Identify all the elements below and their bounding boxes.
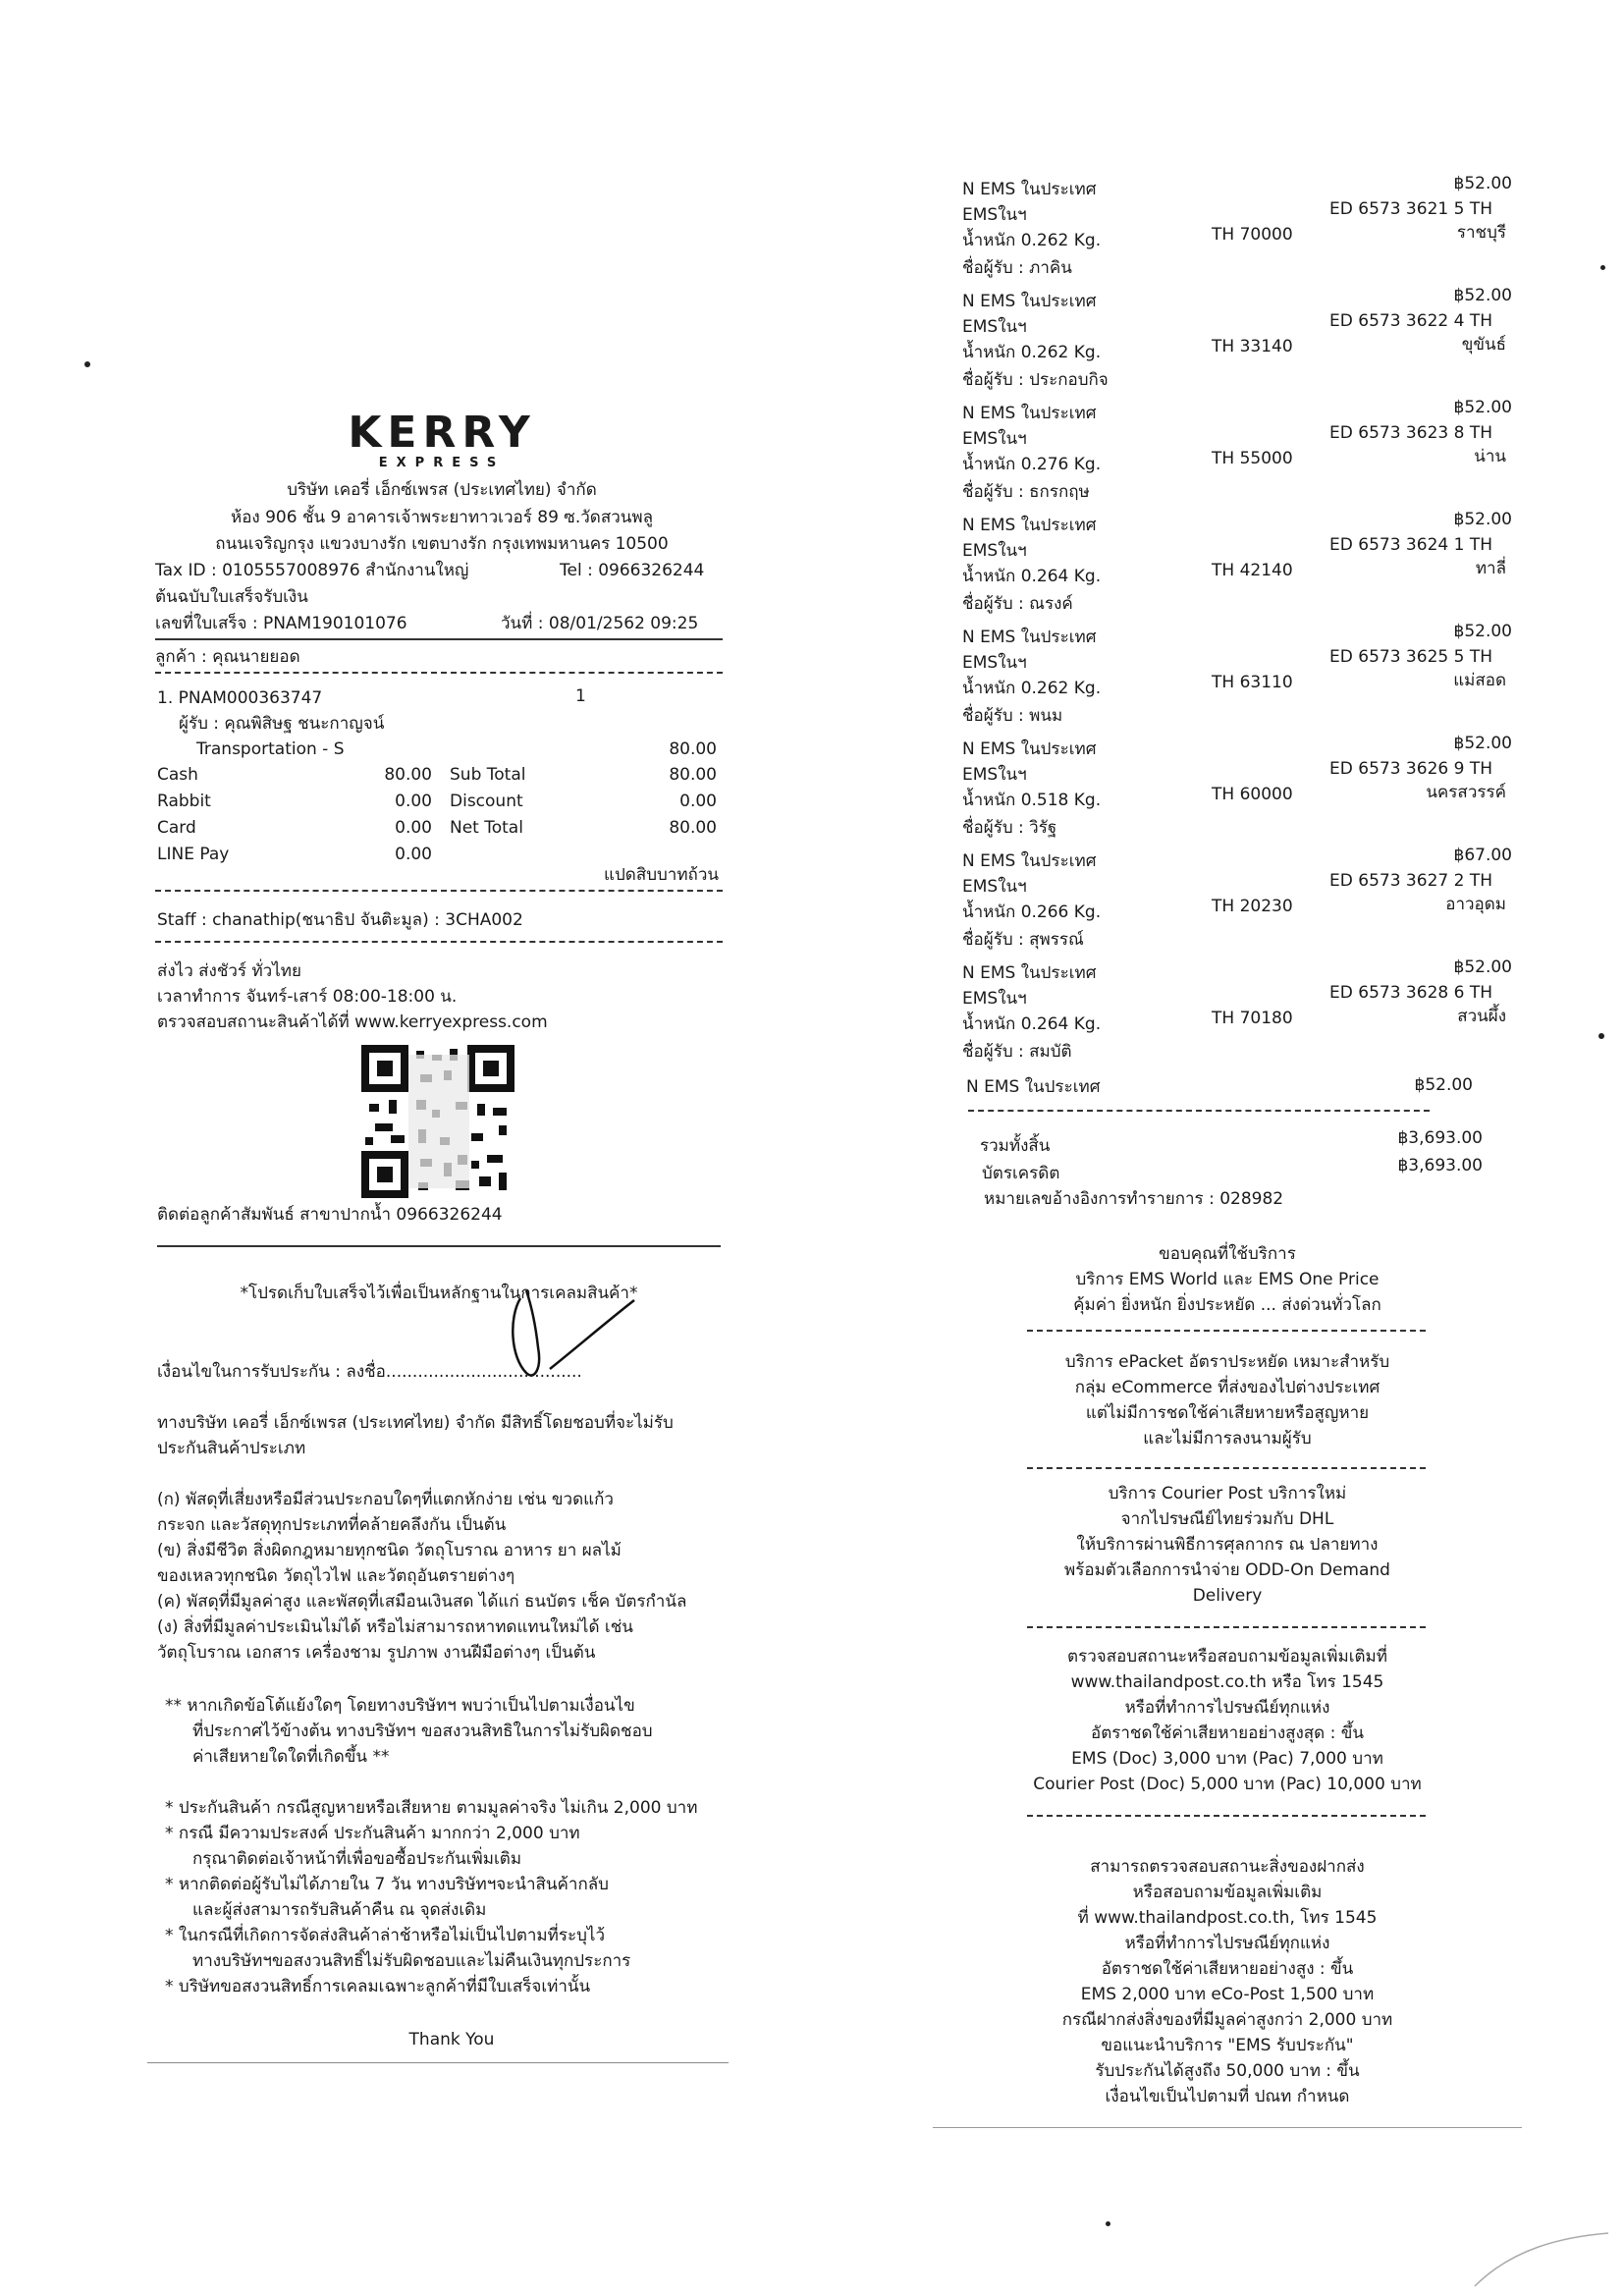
shipment-service: N EMS ในประเทศ: [962, 963, 1097, 983]
tracking-number: ED 6573 3625 5 TH: [1329, 647, 1492, 667]
courier-line: จากไปรษณีย์ไทยร่วมกับ DHL: [1120, 1509, 1334, 1529]
stray-mark: [1106, 2221, 1110, 2226]
shipment-recipient: ชื่อผู้รับ : พนม: [962, 706, 1063, 726]
service-amount: 80.00: [669, 739, 717, 759]
footer-line: รับประกันได้สูงถึง 50,000 บาท : ขึ้น: [1095, 2061, 1360, 2081]
tracking-website: ตรวจสอบสถานะสินค้าได้ที่ www.kerryexpress.com: [157, 1012, 548, 1032]
tax-id: Tax ID : 0105557008976 สำนักงานใหญ่: [155, 561, 469, 580]
total-value: ฿3,693.00: [1397, 1128, 1483, 1148]
shipment-price: ฿52.00: [1453, 734, 1512, 753]
policy-line: * ประกันสินค้า กรณีสูญหายหรือเสียหาย ตามมูลค่าจริง ไม่เกิน 2,000 บาท: [165, 1798, 698, 1818]
shipment-item: [962, 510, 1512, 627]
shipment-type: EMSในฯ: [962, 989, 1027, 1009]
divider: [1027, 1626, 1426, 1628]
last-item-service: N EMS ในประเทศ: [966, 1077, 1101, 1097]
tracking-number: ED 6573 3623 8 TH: [1329, 423, 1492, 443]
condition-line: วัตถุโบราณ เอกสาร เครื่องชาม รูปภาพ งานฝีมือต่างๆ เป็นต้น: [157, 1643, 596, 1663]
logo-text: KERRY: [348, 408, 536, 458]
condition-line: (ง) สิ่งที่มีมูลค่าประเมินไม่ได้ หรือไม่สามารถหาทดแทนใหม่ได้ เช่น: [157, 1617, 633, 1637]
address-line-1: ห้อง 906 ชั้น 9 อาคารเจ้าพระยาทาวเวอร์ 89 ซ.วัดสวนพลู: [231, 508, 653, 527]
divider: [157, 1245, 721, 1247]
total-value: 80.00: [669, 818, 717, 838]
shipment-recipient: ชื่อผู้รับ : ณรงค์: [962, 594, 1073, 614]
destination-province: นครสวรรค์: [1426, 783, 1506, 802]
payment-value: 0.00: [395, 818, 432, 838]
destination-postcode: TH 33140: [1212, 337, 1293, 356]
shipment-item: [962, 622, 1512, 738]
policy-line: * ในกรณีที่เกิดการจัดส่งสินค้าล่าช้าหรือไม่เป็นไปตามที่ระบุไว้: [165, 1926, 605, 1945]
epacket-line: แต่ไม่มีการชดใช้ค่าเสียหายหรือสูญหาย: [1085, 1403, 1370, 1423]
staff-info: Staff : chanathip(ชนาธิป จันติะมูล) : 3CHA002: [157, 910, 523, 930]
receipt-edge: [147, 2062, 729, 2063]
receipt-date: วันที่ : 08/01/2562 09:25: [501, 614, 699, 633]
thanks-line: คุ้มค่า ยิ่งหนัก ยิ่งประหยัด ... ส่งด่วนทั่วโลก: [1073, 1295, 1381, 1315]
payment-label: Cash: [157, 765, 198, 785]
shipment-weight: น้ำหนัก 0.518 Kg.: [962, 791, 1102, 810]
policy-line: และผู้ส่งสามารถรับสินค้าคืน ณ จุดส่งเดิม: [192, 1900, 487, 1920]
shipment-service: N EMS ในประเทศ: [962, 292, 1097, 311]
payment-value: 80.00: [384, 765, 432, 785]
policy-line: ทางบริษัทฯขอสงวนสิทธิ์ไม่รับผิดชอบและไม่คืนเงินทุกประการ: [192, 1951, 631, 1971]
stray-mark: [84, 361, 90, 367]
check-line: Courier Post (Doc) 5,000 บาท (Pac) 10,000 บาท: [1033, 1775, 1422, 1794]
shipment-item: [962, 957, 1512, 1074]
shipment-price: ฿52.00: [1453, 510, 1512, 529]
shipment-type: EMSในฯ: [962, 429, 1027, 449]
tracking-number: ED 6573 3621 5 TH: [1329, 199, 1492, 219]
payment-label: LINE Pay: [157, 845, 230, 864]
credit-card-value: ฿3,693.00: [1397, 1156, 1483, 1175]
policy-line: กรุณาติดต่อเจ้าหน้าที่เพื่อขอซื้อประกันเพิ่มเติม: [192, 1849, 522, 1869]
destination-province: อาวอุดม: [1445, 895, 1506, 914]
courier-line: ให้บริการผ่านพิธีการศุลกากร ณ ปลายทาง: [1076, 1535, 1379, 1555]
insurance-sign-line: เงื่อนไขในการรับประกัน : ลงชื่อ.....................................: [157, 1362, 582, 1382]
thanks-line: ขอบคุณที่ใช้บริการ: [1159, 1244, 1296, 1264]
dispute-line: ค่าเสียหายใดใดที่เกิดขึ้น **: [192, 1747, 390, 1767]
company-name: บริษัท เคอรี่ เอ็กซ์เพรส (ประเทศไทย) จำกัด: [287, 480, 597, 500]
shipment-type: EMSในฯ: [962, 877, 1027, 897]
shipment-weight: น้ำหนัก 0.262 Kg.: [962, 343, 1102, 362]
total-value: 0.00: [679, 792, 717, 811]
destination-province: แม่สอด: [1453, 671, 1506, 690]
kerry-logo: [324, 410, 560, 471]
reference-number: หมายเลขอ้างอิงการทำรายการ : 028982: [984, 1189, 1284, 1209]
destination-postcode: TH 60000: [1212, 785, 1293, 804]
condition-line: (ค) พัสดุที่มีมูลค่าสูง และพัสดุที่เสมือนเงินสด ได้แก่ ธนบัตร เช็ค บัตรกำนัล: [157, 1592, 687, 1612]
disclaimer-line-1: ทางบริษัท เคอรี่ เอ็กซ์เพรส (ประเทศไทย) จำกัด มีสิทธิ์โดยชอบที่จะไม่รับ: [157, 1413, 674, 1433]
tracking-number: ED 6573 3628 6 TH: [1329, 983, 1492, 1003]
payment-value: 0.00: [395, 792, 432, 811]
shipment-type: EMSในฯ: [962, 653, 1027, 673]
destination-province: น่าน: [1474, 447, 1506, 466]
epacket-line: บริการ ePacket อัตราประหยัด เหมาะสำหรับ: [1064, 1352, 1390, 1372]
destination-postcode: TH 63110: [1212, 673, 1293, 692]
tracking-number: ED 6573 3622 4 TH: [1329, 311, 1492, 331]
shipment-type: EMSในฯ: [962, 765, 1027, 785]
total-label: รวมทั้งสิ้น: [980, 1136, 1051, 1156]
total-label: Net Total: [450, 818, 523, 838]
footer-line: หรือที่ทำการไปรษณีย์ทุกแห่ง: [1124, 1934, 1330, 1953]
destination-postcode: TH 70000: [1212, 225, 1293, 245]
credit-card-label: บัตรเครดิต: [982, 1164, 1060, 1183]
divider: [1027, 1815, 1426, 1817]
destination-postcode: TH 42140: [1212, 561, 1293, 580]
customer-contact: ติดต่อลูกค้าสัมพันธ์ สาขาปากน้ำ 0966326244: [157, 1205, 503, 1225]
slogan: ส่งไว ส่งชัวร์ ทั่วไทย: [157, 961, 301, 981]
footer-line: กรณีฝากส่งสิ่งของที่มีมูลค่าสูงกว่า 2,000 บาท: [1061, 2010, 1393, 2030]
kerry-receipt: [0, 0, 785, 2296]
shipment-type: EMSในฯ: [962, 317, 1027, 337]
condition-line: ของเหลวทุกชนิด วัตถุไวไฟ และวัตถุอันตรายต่างๆ: [157, 1566, 515, 1586]
courier-line: บริการ Courier Post บริการใหม่: [1108, 1484, 1347, 1503]
policy-line: * กรณี มีความประสงค์ ประกันสินค้า มากกว่า 2,000 บาท: [165, 1824, 580, 1843]
shipment-price: ฿52.00: [1453, 957, 1512, 977]
check-line: หรือที่ทำการไปรษณีย์ทุกแห่ง: [1124, 1698, 1330, 1718]
shipment-service: N EMS ในประเทศ: [962, 851, 1097, 871]
shipment-price: ฿52.00: [1453, 622, 1512, 641]
total-value: 80.00: [669, 765, 717, 785]
footer-line: ที่ www.thailandpost.co.th, โทร 1545: [1077, 1908, 1378, 1928]
scan-artifact-curve: [1473, 2229, 1610, 2288]
amount-in-words: แปดสิบบาทถ้วน: [604, 865, 719, 885]
shipment-weight: น้ำหนัก 0.276 Kg.: [962, 455, 1102, 474]
divider: [155, 672, 723, 674]
shipment-item: [962, 398, 1512, 515]
shipment-recipient: ชื่อผู้รับ : สุพรรณ์: [962, 930, 1084, 950]
courier-line: พร้อมตัวเลือกการนำจ่าย ODD-On Demand: [1064, 1560, 1390, 1580]
dispute-line: ** หากเกิดข้อโต้แย้งใดๆ โดยทางบริษัทฯ พบว่าเป็นไปตามเงื่อนไข: [165, 1696, 635, 1716]
destination-province: ขุขันธ์: [1461, 335, 1506, 355]
destination-province: สวนผึ้ง: [1457, 1007, 1506, 1026]
footer-line: เงื่อนไขเป็นไปตามที่ ปณท กำหนด: [1105, 2087, 1350, 2106]
destination-postcode: TH 20230: [1212, 897, 1293, 916]
shipment-item: [962, 734, 1512, 850]
payment-value: 0.00: [395, 845, 432, 864]
shipment-type: EMSในฯ: [962, 541, 1027, 561]
destination-province: ราชบุรี: [1456, 223, 1506, 243]
shipment-service: N EMS ในประเทศ: [962, 180, 1097, 199]
business-hours: เวลาทำการ จันทร์-เสาร์ 08:00-18:00 น.: [157, 987, 458, 1007]
shipment-item: [962, 174, 1512, 291]
qr-code: [361, 1045, 514, 1198]
dispute-line: ที่ประกาศไว้ข้างต้น ทางบริษัทฯ ขอสงวนสิทธิในการไม่รับผิดชอบ: [192, 1722, 653, 1741]
destination-postcode: TH 70180: [1212, 1009, 1293, 1028]
destination-postcode: TH 55000: [1212, 449, 1293, 468]
shipment-item: [962, 286, 1512, 403]
condition-line: กระจก และวัสดุทุกประเภทที่คล้ายคลึงกัน เป็นต้น: [157, 1515, 507, 1535]
shipment-service: N EMS ในประเทศ: [962, 739, 1097, 759]
thank-you: Thank You: [408, 2030, 495, 2050]
destination-province: ทาลี่: [1475, 559, 1506, 578]
disclaimer-line-2: ประกันสินค้าประเภท: [157, 1439, 306, 1458]
logo-subtext: EXPRESS: [378, 456, 506, 470]
item-recipient: ผู้รับ : คุณพิสิษฐ ชนะกาญจน์: [179, 714, 385, 734]
thailand-post-receipt: [923, 0, 1610, 2296]
courier-line: Delivery: [1192, 1586, 1263, 1606]
policy-line: * บริษัทขอสงวนสิทธิ์การเคลมเฉพาะลูกค้าที่มีใบเสร็จเท่านั้น: [165, 1977, 591, 1996]
check-line: EMS (Doc) 3,000 บาท (Pac) 7,000 บาท: [1071, 1749, 1383, 1769]
last-item-price: ฿52.00: [1414, 1075, 1473, 1095]
condition-line: (ข) สิ่งมีชีวิต สิ่งผิดกฎหมายทุกชนิด วัตถุโบราณ อาหาร ยา ผลไม้: [157, 1541, 622, 1560]
shipment-service: N EMS ในประเทศ: [962, 516, 1097, 535]
shipment-item: [962, 846, 1512, 962]
shipment-service: N EMS ในประเทศ: [962, 404, 1097, 423]
condition-line: (ก) พัสดุที่เสี่ยงหรือมีส่วนประกอบใดๆที่แตกหักง่าย เช่น ขวดแก้ว: [157, 1490, 614, 1509]
check-line: ตรวจสอบสถานะหรือสอบถามข้อมูลเพิ่มเติมที่: [1067, 1647, 1387, 1667]
divider: [968, 1110, 1430, 1112]
telephone: Tel : 0966326244: [560, 561, 705, 580]
receipt-number: เลขที่ใบเสร็จ : PNAM190101076: [155, 614, 407, 633]
shipment-recipient: ชื่อผู้รับ : ภาคิน: [962, 258, 1072, 278]
footer-line: ขอแนะนำบริการ "EMS รับประกัน": [1101, 2036, 1354, 2055]
item-quantity: 1: [575, 686, 586, 706]
shipment-type: EMSในฯ: [962, 205, 1027, 225]
address-line-2: ถนนเจริญกรุง แขวงบางรัก เขตบางรัก กรุงเทพมหานคร 10500: [215, 534, 669, 554]
thanks-line: บริการ EMS World และ EMS One Price: [1075, 1270, 1380, 1289]
shipment-price: ฿52.00: [1453, 398, 1512, 417]
tracking-number: ED 6573 3626 9 TH: [1329, 759, 1492, 779]
shipment-weight: น้ำหนัก 0.264 Kg.: [962, 1014, 1102, 1034]
shipment-price: ฿52.00: [1453, 174, 1512, 193]
shipment-price: ฿52.00: [1453, 286, 1512, 305]
payment-label: Rabbit: [157, 792, 211, 811]
shipment-recipient: ชื่อผู้รับ : สมบัติ: [962, 1042, 1072, 1062]
customer-name: ลูกค้า : คุณนายยอด: [155, 647, 300, 667]
check-line: www.thailandpost.co.th หรือ โทร 1545: [1070, 1672, 1384, 1692]
shipment-weight: น้ำหนัก 0.266 Kg.: [962, 902, 1102, 922]
divider: [155, 638, 723, 640]
shipment-price: ฿67.00: [1453, 846, 1512, 865]
stray-mark: [1598, 1033, 1604, 1039]
payment-label: Card: [157, 818, 196, 838]
check-line: อัตราชดใช้ค่าเสียหายอย่างสูงสุด : ขึ้น: [1090, 1723, 1364, 1743]
shipment-recipient: ชื่อผู้รับ : วิรัฐ: [962, 818, 1057, 838]
divider: [155, 941, 723, 943]
footer-line: สามารถตรวจสอบสถานะสิ่งของฝากส่ง: [1090, 1857, 1365, 1877]
divider: [1027, 1467, 1426, 1469]
tracking-number: ED 6573 3627 2 TH: [1329, 871, 1492, 891]
receipt-original-label: ต้นฉบับใบเสร็จรับเงิน: [155, 587, 308, 607]
service-name: Transportation - S: [196, 739, 345, 759]
item-number: 1. PNAM000363747: [157, 688, 323, 708]
divider: [1027, 1330, 1426, 1332]
footer-line: หรือสอบถามข้อมูลเพิ่มเติม: [1132, 1883, 1323, 1902]
shipment-weight: น้ำหนัก 0.262 Kg.: [962, 231, 1102, 250]
footer-line: EMS 2,000 บาท eCo-Post 1,500 บาท: [1080, 1985, 1375, 2004]
epacket-line: และไม่มีการลงนามผู้รับ: [1143, 1429, 1312, 1449]
stray-mark: [1600, 265, 1605, 270]
receipt-edge: [933, 2127, 1522, 2128]
epacket-line: กลุ่ม eCommerce ที่ส่งของไปต่างประเทศ: [1074, 1378, 1380, 1397]
shipment-weight: น้ำหนัก 0.262 Kg.: [962, 679, 1102, 698]
footer-line: อัตราชดใช้ค่าเสียหายอย่างสูง : ขึ้น: [1101, 1959, 1354, 1979]
shipment-service: N EMS ในประเทศ: [962, 628, 1097, 647]
policy-line: * หากติดต่อผู้รับไม่ได้ภายใน 7 วัน ทางบริษัทฯจะนำสินค้ากลับ: [165, 1875, 609, 1894]
tracking-number: ED 6573 3624 1 TH: [1329, 535, 1492, 555]
shipment-recipient: ชื่อผู้รับ : ประกอบกิจ: [962, 370, 1109, 390]
divider: [155, 890, 723, 892]
total-label: Discount: [450, 792, 523, 811]
shipment-recipient: ชื่อผู้รับ : ธกรกฤษ: [962, 482, 1090, 502]
total-label: Sub Total: [450, 765, 526, 785]
shipment-weight: น้ำหนัก 0.264 Kg.: [962, 567, 1102, 586]
keep-receipt-note: *โปรดเก็บใบเสร็จไว้เพื่อเป็นหลักฐานในการเคลมสินค้า*: [240, 1284, 638, 1303]
